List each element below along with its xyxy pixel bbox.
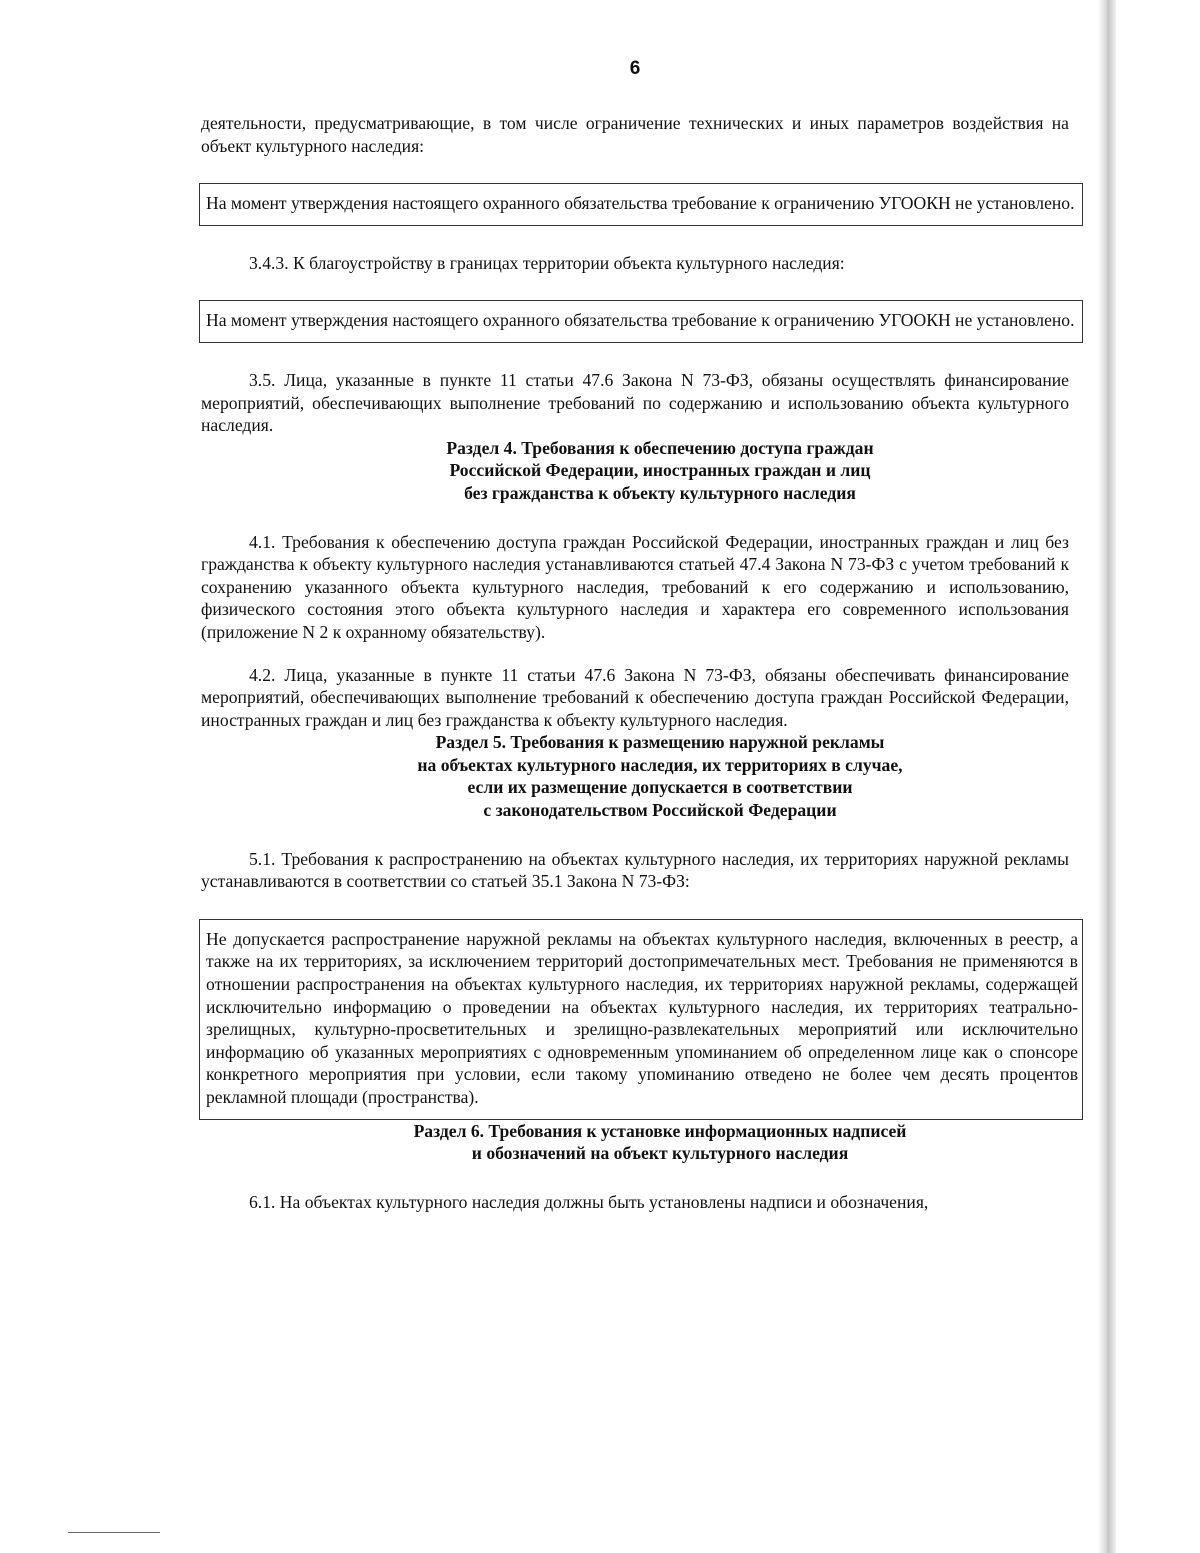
section-4-heading-line-2: Российской Федерации, иностранных граждан и лиц — [449, 460, 871, 481]
requirement-box-2-text: На момент утверждения настоящего охранного обязательства требование к ограничению УГООКН не установлено. — [206, 310, 1075, 331]
requirement-box-1 — [199, 183, 1083, 226]
section-6-heading-line-1: Раздел 6. Требования к установке информационных надписей — [413, 1120, 907, 1141]
section-6-heading-line-2: и обозначений на объект культурного наследия — [471, 1143, 849, 1164]
section-5-heading — [201, 731, 1069, 821]
paragraph-3-5: 3.5. Лица, указанные в пункте 11 статьи 47.6 Закона N 73-ФЗ, обязаны осуществлять финансирование мероприятий, обеспечивающих выполнение требований по содержанию и использованию объекта культурного наследия. — [201, 369, 1069, 436]
paragraph-continuation: деятельности, предусматривающие, в том числе ограничение технических и иных параметров воздействия на объект культурного наследия: — [201, 113, 1069, 156]
section-4-heading-line-3: без гражданства к объекту культурного наследия — [464, 482, 856, 503]
scan-artifact-line — [68, 1532, 160, 1533]
requirement-box-3 — [199, 919, 1083, 1120]
scanned-page-edge — [1098, 0, 1116, 1553]
section-4-heading — [201, 437, 1069, 505]
section-4-heading-line-1: Раздел 4. Требования к обеспечению доступа граждан — [446, 437, 874, 458]
paragraph-3-4-3: 3.4.3. К благоустройству в границах территории объекта культурного наследия: — [249, 252, 845, 273]
paragraph-5-1: 5.1. Требования к распространению на объектах культурного наследия, их территориях наружной рекламы устанавливаются в соответствии со статьей 35.1 Закона N 73-ФЗ: — [201, 848, 1069, 892]
section-6-heading — [201, 1120, 1069, 1165]
requirement-box-1-text: На момент утверждения настоящего охранного обязательства требование к ограничению УГООКН не установлено. — [206, 193, 1075, 214]
requirement-box-2 — [199, 300, 1083, 343]
section-5-heading-line-1: Раздел 5. Требования к размещению наружной рекламы — [435, 732, 885, 753]
requirement-box-3-text: Не допускается распространение наружной рекламы на объектах культурного наследия, включенных в реестр, а также на их территориях, за исключением территорий достопримечательных мест. Требования не применяются в отношении распространения на объектах культурного наследия, их территориях наружной рекламы, содержащей исключительно информацию о проведении на объектах культурного наследия, их территориях театрально-зрелищных, культурно-просветительных и зрелищно-развлекательных мероприятий или исключительно информацию об указанных мероприятиях с одновременным упоминанием об определенном лице как о спонсоре конкретного мероприятия при условии, если такому упоминанию отведено не более чем десять процентов рекламной площади (пространства). — [206, 928, 1078, 1107]
section-5-heading-line-2: на объектах культурного наследия, их территориях в случае, — [417, 754, 903, 775]
paragraph-4-2: 4.2. Лица, указанные в пункте 11 статьи 47.6 Закона N 73-ФЗ, обязаны обеспечивать финансирование мероприятий, обеспечивающих выполнение требований к обеспечению доступа граждан Российской Федерации, иностранных граждан и лиц без гражданства к объекту культурного наследия. — [201, 664, 1069, 730]
section-5-heading-line-4: с законодательством Российской Федерации — [483, 800, 837, 821]
section-5-heading-line-3: если их размещение допускается в соответствии — [467, 777, 853, 798]
page-number: 6 — [629, 58, 641, 79]
document-body — [201, 112, 1078, 1213]
paragraph-4-1: 4.1. Требования к обеспечению доступа граждан Российской Федерации, иностранных граждан и лиц без гражданства к объекту культурного наследия устанавливаются статьей 47.4 Закона N 73-ФЗ с учетом требований к сохранению указанного объекта культурного наследия, требований к его содержанию и использованию, физического состояния этого объекта культурного наследия и характера его современного использования (приложение N 2 к охранному обязательству). — [201, 531, 1069, 642]
paragraph-6-1: 6.1. На объектах культурного наследия должны быть установлены надписи и обозначения, — [249, 1191, 929, 1212]
